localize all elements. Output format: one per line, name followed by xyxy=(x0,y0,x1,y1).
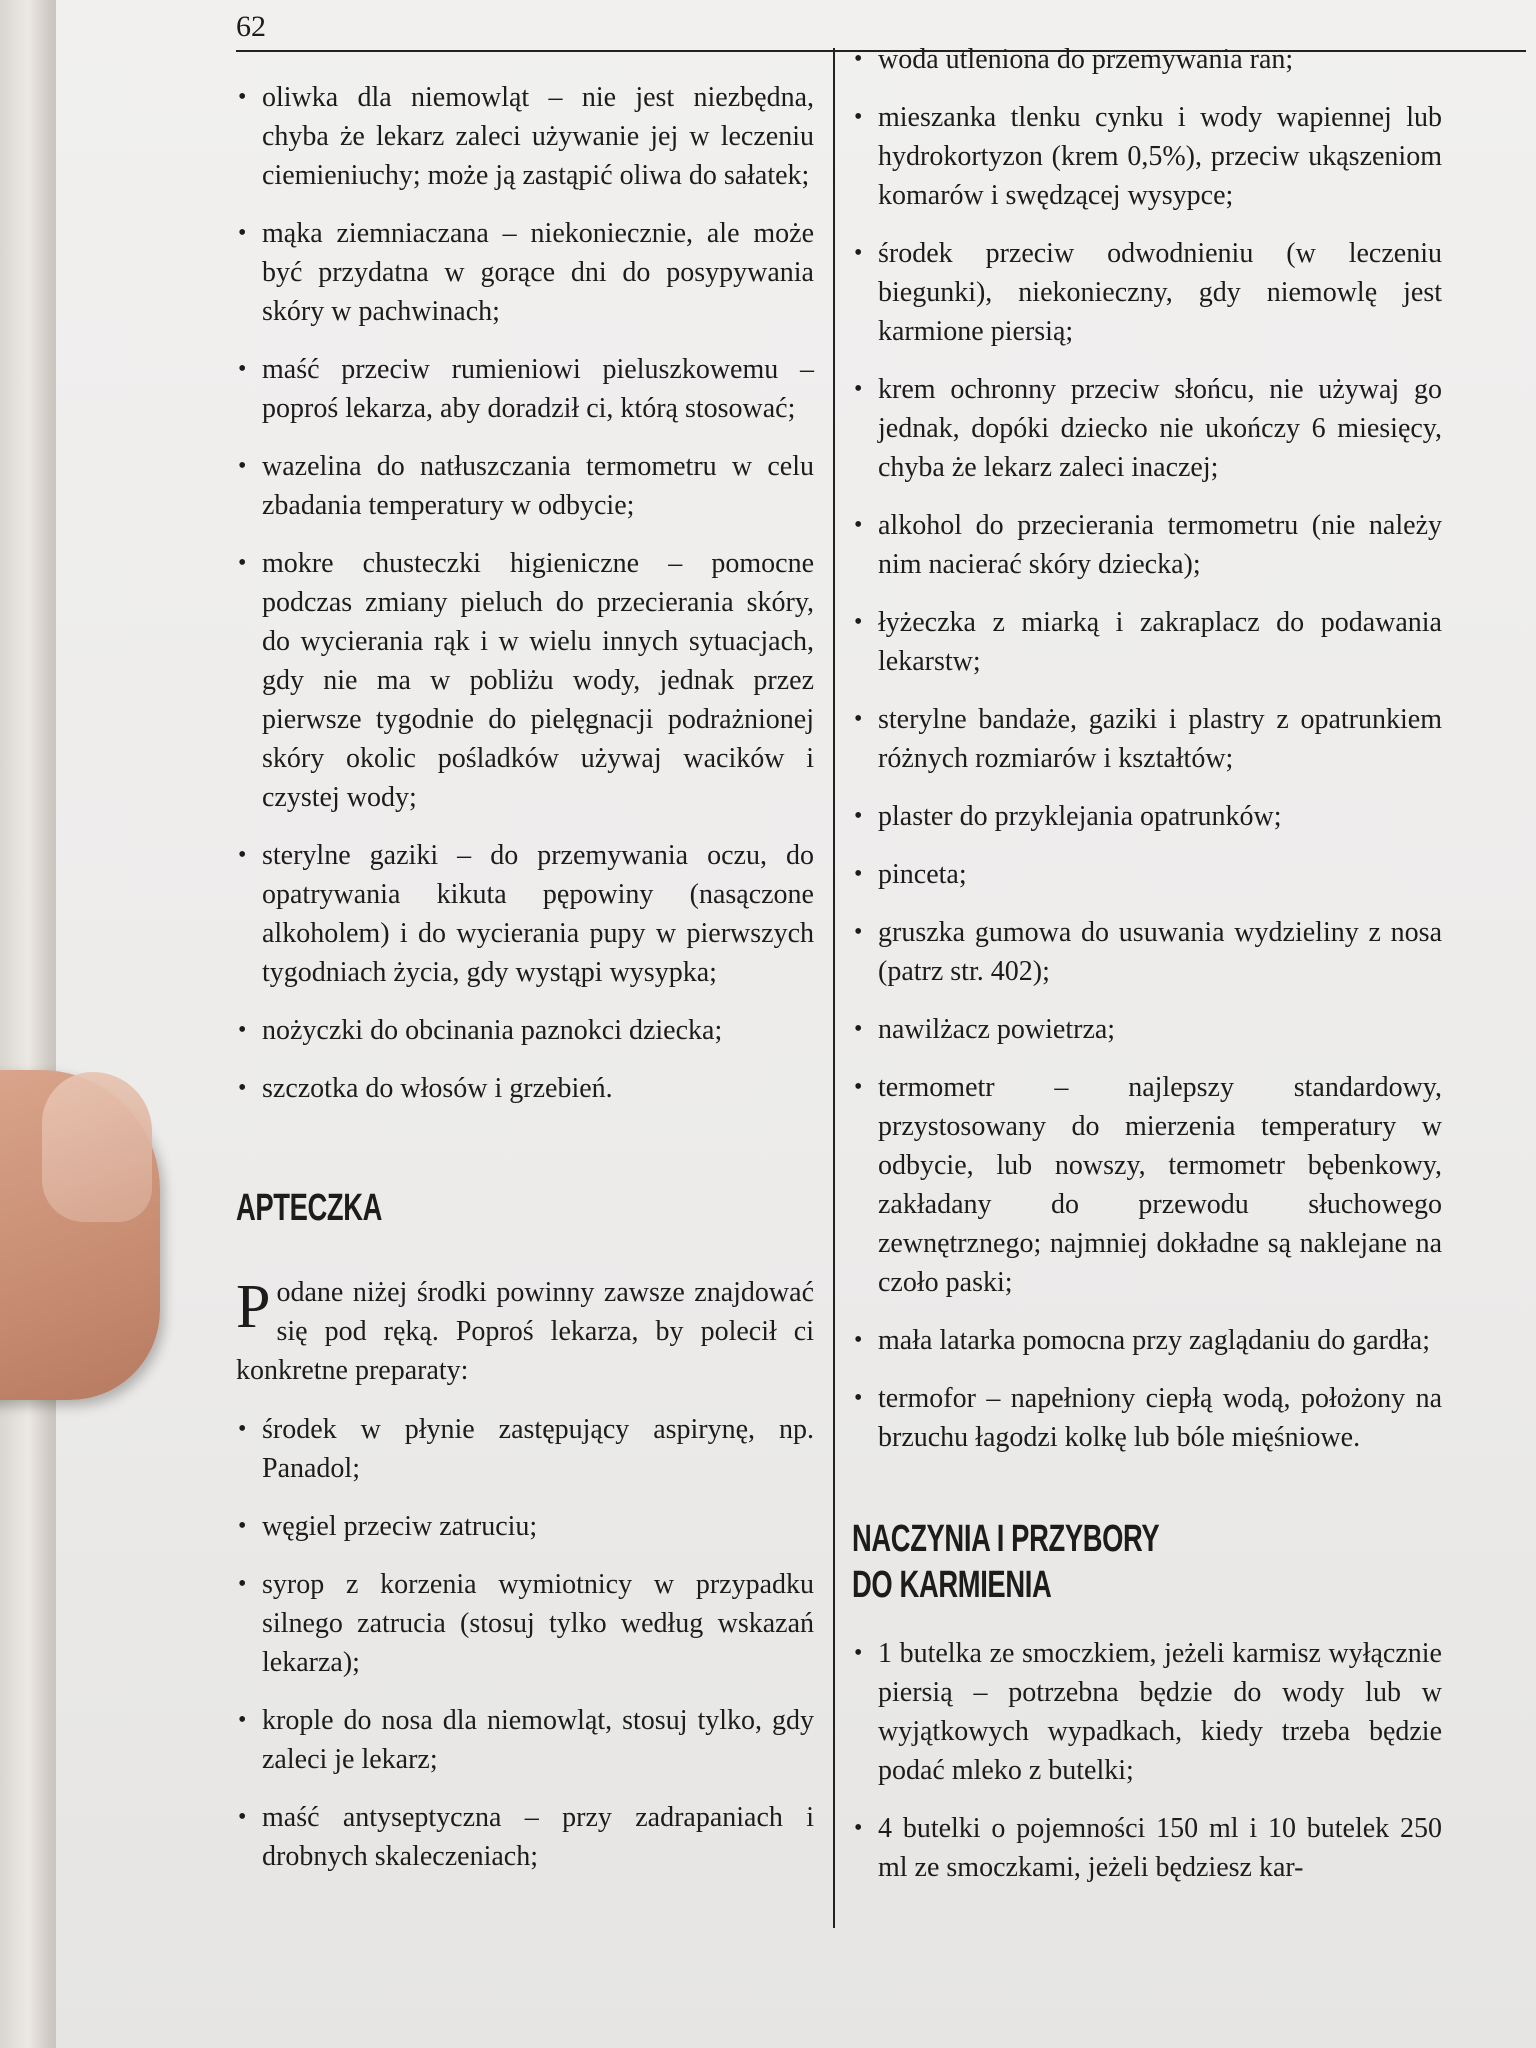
page-number: 62 xyxy=(236,10,266,43)
list-item: • termometr – najlepszy standardowy, przystosowany do mierzenia temperatury w odbycie, lub nowszy, termometr bębenkowy, zakładany do przewodu słuchowego zewnętrznego; najmniej dokładne są naklejane na czoło paski; xyxy=(852,1068,1442,1302)
bullet-icon: • xyxy=(854,861,863,887)
list-item: • pinceta; xyxy=(852,855,1442,894)
column-divider xyxy=(833,48,835,1928)
list-item: • mokre chusteczki higieniczne – pomocne podczas zmiany pieluch do przecierania skóry, do wycierania rąk i w wielu innych sytuacjach, gdy nie ma w pobliżu wody, jednak przez pierwsze tygodnie do pielęgnacji podrażnionej skóry okolic pośladków używaj wacików i czystej wody; xyxy=(236,544,814,817)
list-item: • krople do nosa dla niemowląt, stosuj tylko, gdy zaleci je lekarz; xyxy=(236,1701,814,1779)
list-item: • 1 butelka ze smoczkiem, jeżeli karmisz wyłącznie piersią – potrzebna będzie do wody lub w wyjątkowych wypadkach, kiedy trzeba będzie podać mleko z butelki; xyxy=(852,1634,1442,1790)
bullet-icon: • xyxy=(854,104,863,130)
bullet-icon: • xyxy=(238,1075,247,1101)
section-heading-apteczka: APTECZKA xyxy=(236,1187,383,1229)
left-column xyxy=(236,78,814,1895)
thumbnail-nail xyxy=(42,1072,152,1222)
list-item: • nożyczki do obcinania paznokci dziecka; xyxy=(236,1011,814,1050)
list-item: • mieszanka tlenku cynku i wody wapiennej lub hydrokortyzon (krem 0,5%), przeciw ukąszeniom komarów i swędzącej wysypce; xyxy=(852,98,1442,215)
apteczka-list-continued xyxy=(852,40,1442,1457)
list-item: • maść antyseptyczna – przy zadrapaniach i drobnych skaleczeniach; xyxy=(236,1798,814,1876)
list-item: • wazelina do natłuszczania termometru w celu zbadania temperatury w odbycie; xyxy=(236,447,814,525)
bullet-icon: • xyxy=(854,1640,863,1666)
naczynia-list xyxy=(852,1634,1442,1887)
list-item: • środek przeciw odwodnieniu (w leczeniu biegunki), niekonieczny, gdy niemowlę jest karmione piersią; xyxy=(852,234,1442,351)
list-item: • krem ochronny przeciw słońcu, nie używaj go jednak, dopóki dziecko nie ukończy 6 miesięcy, chyba że lekarz zaleci inaczej; xyxy=(852,370,1442,487)
list-item: • mała latarka pomocna przy zaglądaniu do gardła; xyxy=(852,1321,1442,1360)
list-item: • syrop z korzenia wymiotnicy w przypadku silnego zatrucia (stosuj tylko według wskazań lekarza); xyxy=(236,1565,814,1682)
apteczka-list xyxy=(236,1410,814,1876)
bullet-icon: • xyxy=(238,356,247,382)
list-item: • alkohol do przecierania termometru (nie należy nim nacierać skóry dziecka); xyxy=(852,506,1442,584)
list-item: • gruszka gumowa do usuwania wydzieliny z nosa (patrz str. 402); xyxy=(852,913,1442,991)
list-item: • nawilżacz powietrza; xyxy=(852,1010,1442,1049)
list-item: • woda utleniona do przemywania ran; xyxy=(852,40,1442,79)
list-item: • termofor – napełniony ciepłą wodą, położony na brzuchu łagodzi kolkę lub bóle mięśniowe. xyxy=(852,1379,1442,1457)
section-spacer xyxy=(852,1608,1442,1634)
section-spacer xyxy=(236,1127,814,1185)
drop-cap: P xyxy=(236,1273,271,1341)
apteczka-intro: Podane niżej środki powinny zawsze znajdować się pod ręką. Poproś lekarza, by polecił ci konkretne preparaty: xyxy=(236,1273,814,1386)
list-item: • oliwka dla niemowląt – nie jest niezbędna, chyba że lekarz zaleci używanie jej w leczeniu ciemieniuchy; może ją zastąpić oliwa do sałatek; xyxy=(236,78,814,195)
bullet-icon: • xyxy=(854,512,863,538)
bullet-icon: • xyxy=(238,1707,247,1733)
bullet-icon: • xyxy=(238,1571,247,1597)
list-item: • sterylne bandaże, gaziki i plastry z opatrunkiem różnych rozmiarów i kształtów; xyxy=(852,700,1442,778)
bullet-icon: • xyxy=(238,1513,247,1539)
list-item: • sterylne gaziki – do przemywania oczu, do opatrywania kikuta pępowiny (nasączone alkoholem) i do wycierania pupy w pierwszych tygodniach życia, gdy wystąpi wysypka; xyxy=(236,836,814,992)
right-column xyxy=(852,40,1442,1906)
bullet-icon: • xyxy=(854,376,863,402)
bullet-icon: • xyxy=(854,706,863,732)
list-item: • mąka ziemniaczana – niekoniecznie, ale może być przydatna w gorące dni do posypywania skóry w pachwinach; xyxy=(236,214,814,331)
list-item: • szczotka do włosów i grzebień. xyxy=(236,1069,814,1108)
bullet-icon: • xyxy=(854,803,863,829)
bullet-icon: • xyxy=(238,84,247,110)
bullet-icon: • xyxy=(854,1074,863,1100)
bullet-icon: • xyxy=(854,1016,863,1042)
bullet-icon: • xyxy=(854,609,863,635)
list-item: • łyżeczka z miarką i zakraplacz do podawania lekarstw; xyxy=(852,603,1442,681)
bullet-icon: • xyxy=(854,919,863,945)
list-item: • plaster do przyklejania opatrunków; xyxy=(852,797,1442,836)
bullet-icon: • xyxy=(238,453,247,479)
list-item: • 4 butelki o pojemności 150 ml i 10 butelek 250 ml ze smoczkami, jeżeli będziesz kar- xyxy=(852,1809,1442,1887)
list-item: • środek w płynie zastępujący aspirynę, np. Panadol; xyxy=(236,1410,814,1488)
bullet-icon: • xyxy=(238,220,247,246)
section-spacer xyxy=(852,1476,1442,1516)
bullet-icon: • xyxy=(854,1327,863,1353)
bullet-icon: • xyxy=(854,1385,863,1411)
list-item: • maść przeciw rumieniowi pieluszkowemu – poproś lekarza, aby doradził ci, którą stosować; xyxy=(236,350,814,428)
bullet-icon: • xyxy=(238,1017,247,1043)
bullet-icon: • xyxy=(238,842,247,868)
section-heading-naczynia: NACZYNIA I PRZYBORY DO KARMIENIA xyxy=(852,1518,1160,1606)
bullet-icon: • xyxy=(854,240,863,266)
section-spacer xyxy=(236,1231,814,1273)
bullet-icon: • xyxy=(238,1804,247,1830)
bullet-icon: • xyxy=(854,1815,863,1841)
bullet-icon: • xyxy=(238,550,247,576)
list-item: • węgiel przeciw zatruciu; xyxy=(236,1507,814,1546)
supplies-list xyxy=(236,78,814,1108)
bullet-icon: • xyxy=(238,1416,247,1442)
bullet-icon: • xyxy=(854,46,863,72)
